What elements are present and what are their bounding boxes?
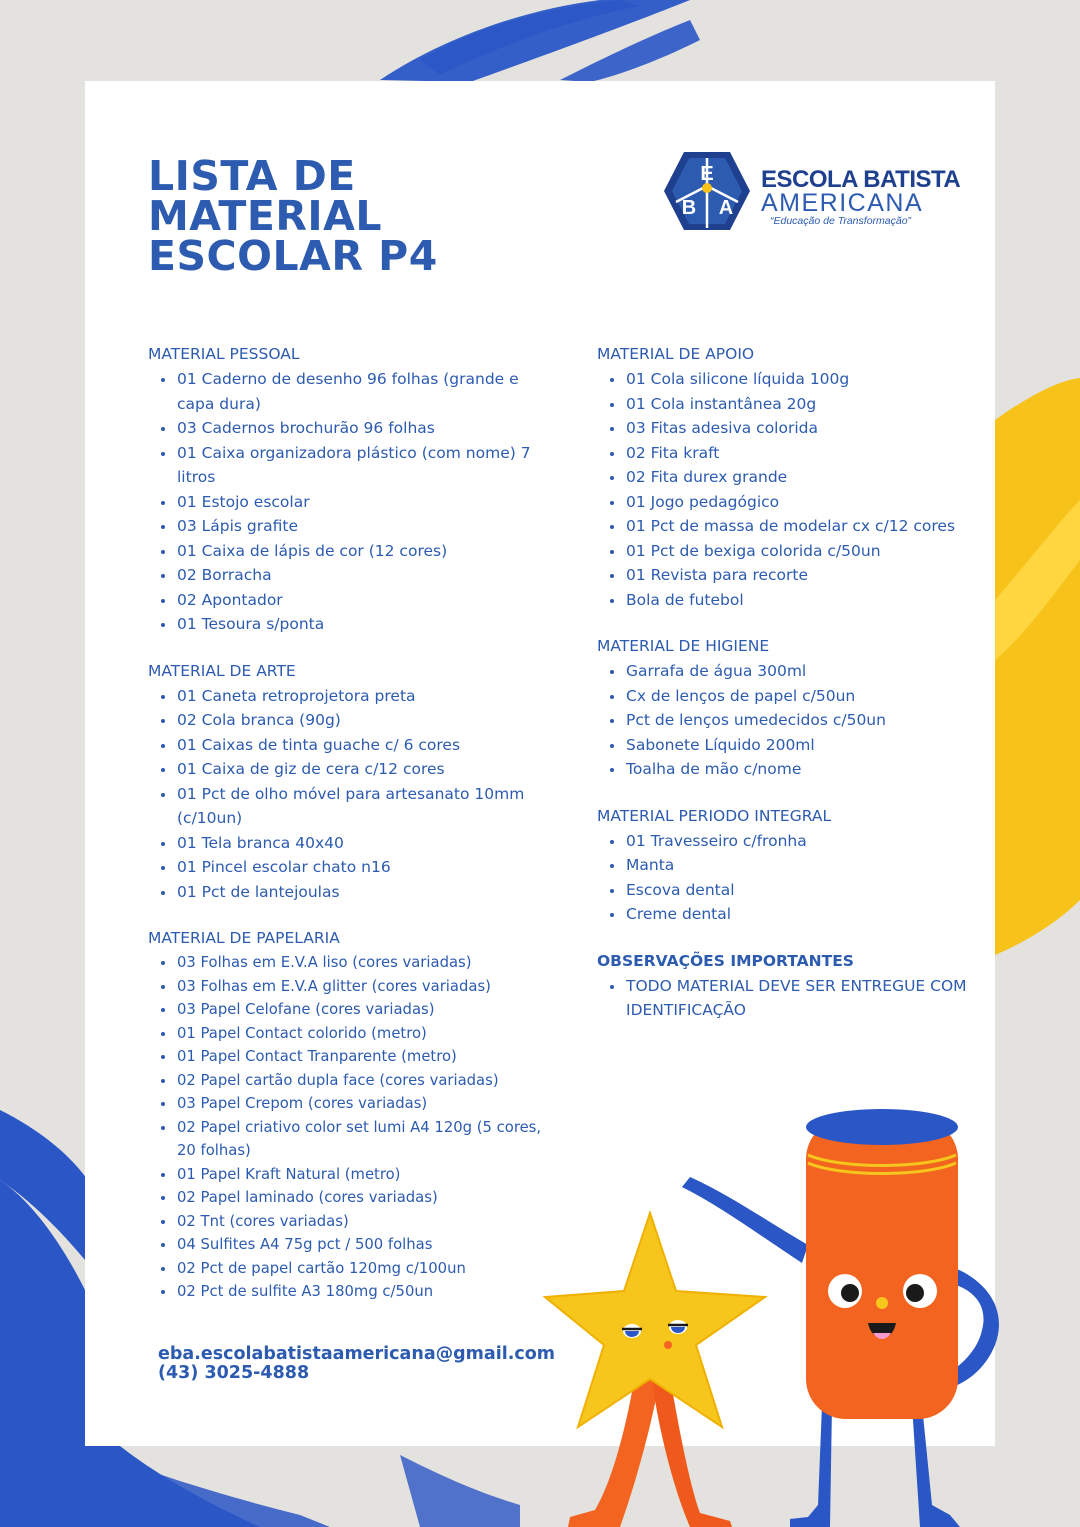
list-item: 01 Pincel escolar chato n16 (177, 855, 548, 880)
page-title (148, 152, 438, 280)
list-item: 01 Papel Contact Tranparente (metro) (177, 1045, 548, 1069)
section-observacoes (597, 949, 967, 1023)
title-line-1: LISTA DE (148, 152, 356, 200)
characters-illustration (540, 1105, 1080, 1527)
list-item: 03 Papel Celofane (cores variadas) (177, 998, 548, 1022)
yellow-brush-stroke-icon (995, 378, 1080, 955)
list-item: Escova dental (626, 878, 967, 903)
list-item: 01 Caixa organizadora plástico (com nome) 7 litros (177, 441, 548, 490)
section-higiene (597, 634, 967, 782)
item-list (597, 367, 967, 612)
list-item: 02 Pct de papel cartão 120mg c/100un (177, 1257, 548, 1281)
item-list (597, 659, 967, 782)
list-item: 02 Pct de sulfite A3 180mg c/50un (177, 1280, 548, 1304)
list-item: 02 Papel laminado (cores variadas) (177, 1186, 548, 1210)
list-item: 02 Fita durex grande (626, 465, 967, 490)
list-item: Creme dental (626, 902, 967, 927)
list-item: Sabonete Líquido 200ml (626, 733, 967, 758)
section-pessoal (148, 342, 548, 637)
list-item: 01 Caixa de giz de cera c/12 cores (177, 757, 548, 782)
list-item: Bola de futebol (626, 588, 967, 613)
logo-letter-a: A (718, 197, 734, 219)
list-item: 01 Pct de bexiga colorida c/50un (626, 539, 967, 564)
logo-tagline: “Educação de Transformação” (770, 215, 912, 227)
list-item: 03 Lápis grafite (177, 514, 548, 539)
list-item: Pct de lenços umedecidos c/50un (626, 708, 967, 733)
list-item: 01 Cola silicone líquida 100g (626, 367, 967, 392)
right-column (597, 342, 967, 1045)
list-item: Manta (626, 853, 967, 878)
list-item: 03 Fitas adesiva colorida (626, 416, 967, 441)
section-apoio (597, 342, 967, 612)
list-item: 02 Fita kraft (626, 441, 967, 466)
logo-name-line-1: ESCOLA BATISTA (761, 166, 961, 193)
list-item: 01 Tesoura s/ponta (177, 612, 548, 637)
list-item: 01 Jogo pedagógico (626, 490, 967, 515)
item-list (148, 367, 548, 637)
title-line-2: MATERIAL (148, 192, 383, 240)
section-title: MATERIAL PERIODO INTEGRAL (597, 806, 832, 825)
list-item: 01 Caixas de tinta guache c/ 6 cores (177, 733, 548, 758)
section-arte (148, 659, 548, 905)
list-item: 01 Cola instantânea 20g (626, 392, 967, 417)
section-integral (597, 804, 967, 927)
list-item: 01 Pct de olho móvel para artesanato 10mm (c/10un) (177, 782, 548, 831)
list-item: Toalha de mão c/nome (626, 757, 967, 782)
list-item: Cx de lenços de papel c/50un (626, 684, 967, 709)
title-line-3: ESCOLAR P4 (148, 232, 438, 280)
list-item: 02 Borracha (177, 563, 548, 588)
list-item: 01 Revista para recorte (626, 563, 967, 588)
list-item: 02 Papel criativo color set lumi A4 120g (5 cores, 20 folhas) (177, 1116, 548, 1163)
item-list (148, 951, 548, 1304)
list-item: 01 Papel Kraft Natural (metro) (177, 1163, 548, 1187)
section-title: MATERIAL PESSOAL (148, 345, 300, 363)
list-item: 01 Pct de massa de modelar cx c/12 cores (626, 514, 967, 539)
list-item: 01 Caderno de desenho 96 folhas (grande e capa dura) (177, 367, 548, 416)
list-item: TODO MATERIAL DEVE SER ENTREGUE COM IDENTIFICAÇÃO (626, 974, 967, 1023)
item-list (148, 684, 548, 905)
blue-brush-stroke-top-icon (380, 0, 700, 82)
list-item: 02 Apontador (177, 588, 548, 613)
list-item: 03 Folhas em E.V.A liso (cores variadas) (177, 951, 548, 975)
left-column (148, 342, 548, 1326)
list-item: 02 Tnt (cores variadas) (177, 1210, 548, 1234)
list-item: 01 Papel Contact colorido (metro) (177, 1022, 548, 1046)
list-item: 02 Papel cartão dupla face (cores variadas) (177, 1069, 548, 1093)
cylinder-character-icon (806, 1109, 958, 1419)
contact-email[interactable]: eba.escolabatistaamericana@gmail.com (158, 1344, 555, 1364)
list-item: 04 Sulfites A4 75g pct / 500 folhas (177, 1233, 548, 1257)
section-papelaria (148, 926, 548, 1304)
item-list (597, 829, 967, 927)
contact-phone[interactable]: (43) 3025-4888 (158, 1363, 310, 1383)
list-item: 01 Tela branca 40x40 (177, 831, 548, 856)
logo-letter-e: E (700, 163, 714, 185)
list-item: 03 Folhas em E.V.A glitter (cores variadas) (177, 975, 548, 999)
list-item: 01 Pct de lantejoulas (177, 880, 548, 905)
list-item: Garrafa de água 300ml (626, 659, 967, 684)
logo-letter-b: B (681, 197, 697, 219)
list-item: 03 Cadernos brochurão 96 folhas (177, 416, 548, 441)
logo-name-line-2: AMERICANA (761, 189, 924, 217)
list-item: 01 Caneta retroprojetora preta (177, 684, 548, 709)
item-list (597, 974, 967, 1023)
list-item: 01 Travesseiro c/fronha (626, 829, 967, 854)
list-item: 01 Caixa de lápis de cor (12 cores) (177, 539, 548, 564)
cylinder-legs-icon (790, 1405, 960, 1527)
section-title: MATERIAL DE ARTE (148, 661, 296, 680)
section-title: OBSERVAÇÕES IMPORTANTES (597, 951, 854, 970)
section-title: MATERIAL DE APOIO (597, 345, 755, 363)
section-title: MATERIAL DE PAPELARIA (148, 929, 340, 947)
list-item: 02 Cola branca (90g) (177, 708, 548, 733)
contact-block (158, 1345, 555, 1383)
section-title: MATERIAL DE HIGIENE (597, 637, 770, 655)
list-item: 01 Estojo escolar (177, 490, 548, 515)
list-item: 03 Papel Crepom (cores variadas) (177, 1092, 548, 1116)
